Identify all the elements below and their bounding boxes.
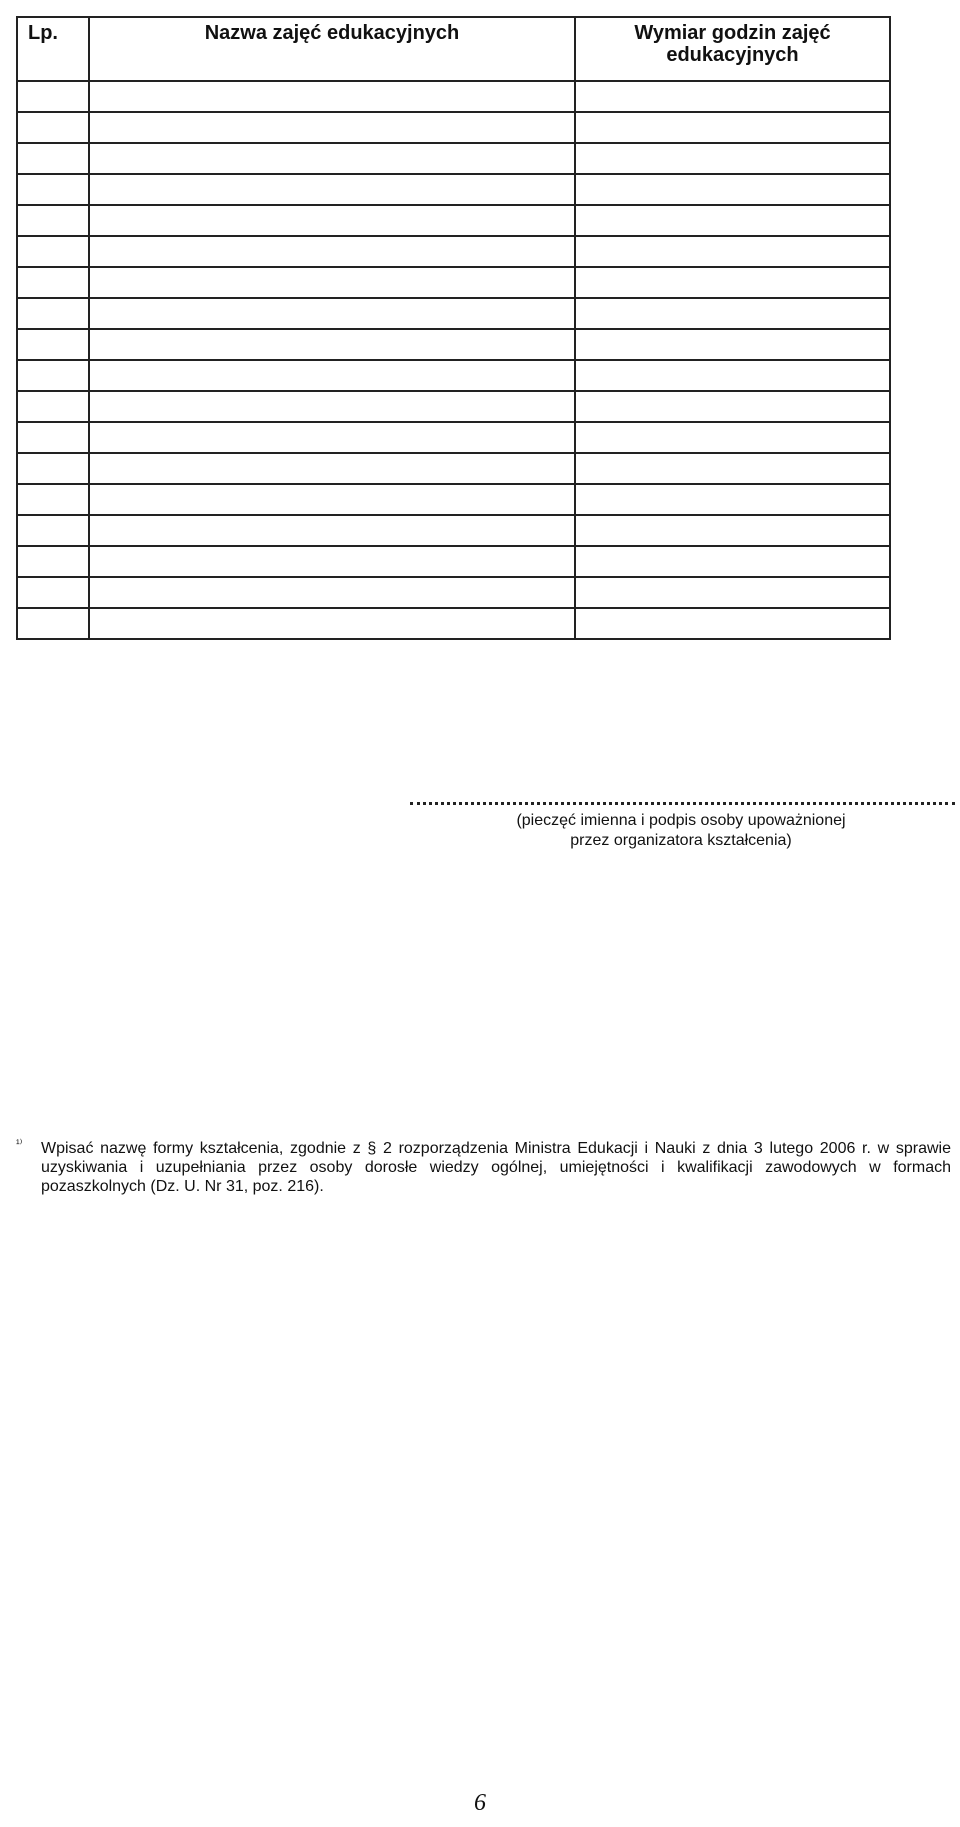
cell-lp[interactable] — [17, 81, 89, 112]
cell-course-name[interactable] — [89, 205, 575, 236]
table-row — [17, 205, 890, 236]
cell-lp[interactable] — [17, 422, 89, 453]
cell-hours[interactable] — [575, 577, 890, 608]
table-header-row — [17, 17, 890, 81]
table-row — [17, 391, 890, 422]
cell-hours[interactable] — [575, 81, 890, 112]
cell-course-name[interactable] — [89, 391, 575, 422]
cell-lp[interactable] — [17, 391, 89, 422]
cell-hours[interactable] — [575, 608, 890, 639]
cell-lp[interactable] — [17, 143, 89, 174]
cell-course-name[interactable] — [89, 174, 575, 205]
cell-course-name[interactable] — [89, 298, 575, 329]
signature-caption-line1: (pieczęć imienna i podpis osoby upoważnionej — [516, 812, 846, 829]
cell-lp[interactable] — [17, 546, 89, 577]
cell-course-name[interactable] — [89, 360, 575, 391]
cell-course-name[interactable] — [89, 267, 575, 298]
table-row — [17, 577, 890, 608]
cell-hours[interactable] — [575, 174, 890, 205]
cell-hours[interactable] — [575, 329, 890, 360]
table-row — [17, 515, 890, 546]
cell-course-name[interactable] — [89, 329, 575, 360]
cell-lp[interactable] — [17, 577, 89, 608]
cell-hours[interactable] — [575, 112, 890, 143]
cell-lp[interactable] — [17, 236, 89, 267]
table-row — [17, 546, 890, 577]
cell-course-name[interactable] — [89, 236, 575, 267]
page-number: 6 — [474, 1790, 486, 1816]
cell-hours[interactable] — [575, 484, 890, 515]
signature-block — [405, 802, 957, 851]
cell-hours[interactable] — [575, 546, 890, 577]
cell-lp[interactable] — [17, 453, 89, 484]
footnote — [16, 1139, 951, 1196]
table-row — [17, 608, 890, 639]
table-row — [17, 174, 890, 205]
signature-caption — [405, 811, 957, 851]
cell-course-name[interactable] — [89, 577, 575, 608]
table-row — [17, 81, 890, 112]
table-row — [17, 453, 890, 484]
cell-course-name[interactable] — [89, 81, 575, 112]
table-row — [17, 267, 890, 298]
cell-lp[interactable] — [17, 267, 89, 298]
cell-lp[interactable] — [17, 174, 89, 205]
cell-course-name[interactable] — [89, 112, 575, 143]
cell-hours[interactable] — [575, 391, 890, 422]
table-row — [17, 236, 890, 267]
table-row — [17, 360, 890, 391]
cell-hours[interactable] — [575, 515, 890, 546]
table-row — [17, 298, 890, 329]
cell-hours[interactable] — [575, 422, 890, 453]
education-hours-table — [16, 16, 891, 640]
header-lp: Lp. — [17, 17, 89, 81]
footnote-text: Wpisać nazwę formy kształcenia, zgodnie z § 2 rozporządzenia Ministra Edukacji i Nauki z dnia 3 lutego 2006 r. w sprawie uzyskiwania i uzupełniania przez osoby dorosłe wiedzy ogólnej, umiejętności i kwalifikacji zawodowych w formach pozaszkolnych (Dz. U. Nr 31, poz. 216). — [41, 1140, 951, 1195]
cell-lp[interactable] — [17, 205, 89, 236]
cell-hours[interactable] — [575, 360, 890, 391]
signature-caption-line2: przez organizatora kształcenia) — [570, 832, 792, 849]
table-row — [17, 143, 890, 174]
cell-course-name[interactable] — [89, 453, 575, 484]
footnote-marker: ¹⁾ — [16, 1138, 23, 1150]
cell-course-name[interactable] — [89, 515, 575, 546]
signature-dotted-line — [410, 802, 955, 805]
cell-lp[interactable] — [17, 112, 89, 143]
cell-lp[interactable] — [17, 515, 89, 546]
cell-course-name[interactable] — [89, 484, 575, 515]
cell-course-name[interactable] — [89, 608, 575, 639]
cell-course-name[interactable] — [89, 422, 575, 453]
cell-course-name[interactable] — [89, 143, 575, 174]
table-row — [17, 112, 890, 143]
cell-lp[interactable] — [17, 329, 89, 360]
cell-course-name[interactable] — [89, 546, 575, 577]
cell-lp[interactable] — [17, 360, 89, 391]
cell-hours[interactable] — [575, 267, 890, 298]
cell-hours[interactable] — [575, 236, 890, 267]
table-row — [17, 329, 890, 360]
cell-hours[interactable] — [575, 298, 890, 329]
table-row — [17, 422, 890, 453]
cell-hours[interactable] — [575, 205, 890, 236]
header-course-name: Nazwa zajęć edukacyjnych — [89, 17, 575, 81]
cell-lp[interactable] — [17, 608, 89, 639]
header-hours: Wymiar godzin zajęć edukacyjnych — [575, 17, 890, 81]
cell-lp[interactable] — [17, 298, 89, 329]
cell-lp[interactable] — [17, 484, 89, 515]
table-row — [17, 484, 890, 515]
cell-hours[interactable] — [575, 453, 890, 484]
table-body — [17, 81, 890, 639]
cell-hours[interactable] — [575, 143, 890, 174]
